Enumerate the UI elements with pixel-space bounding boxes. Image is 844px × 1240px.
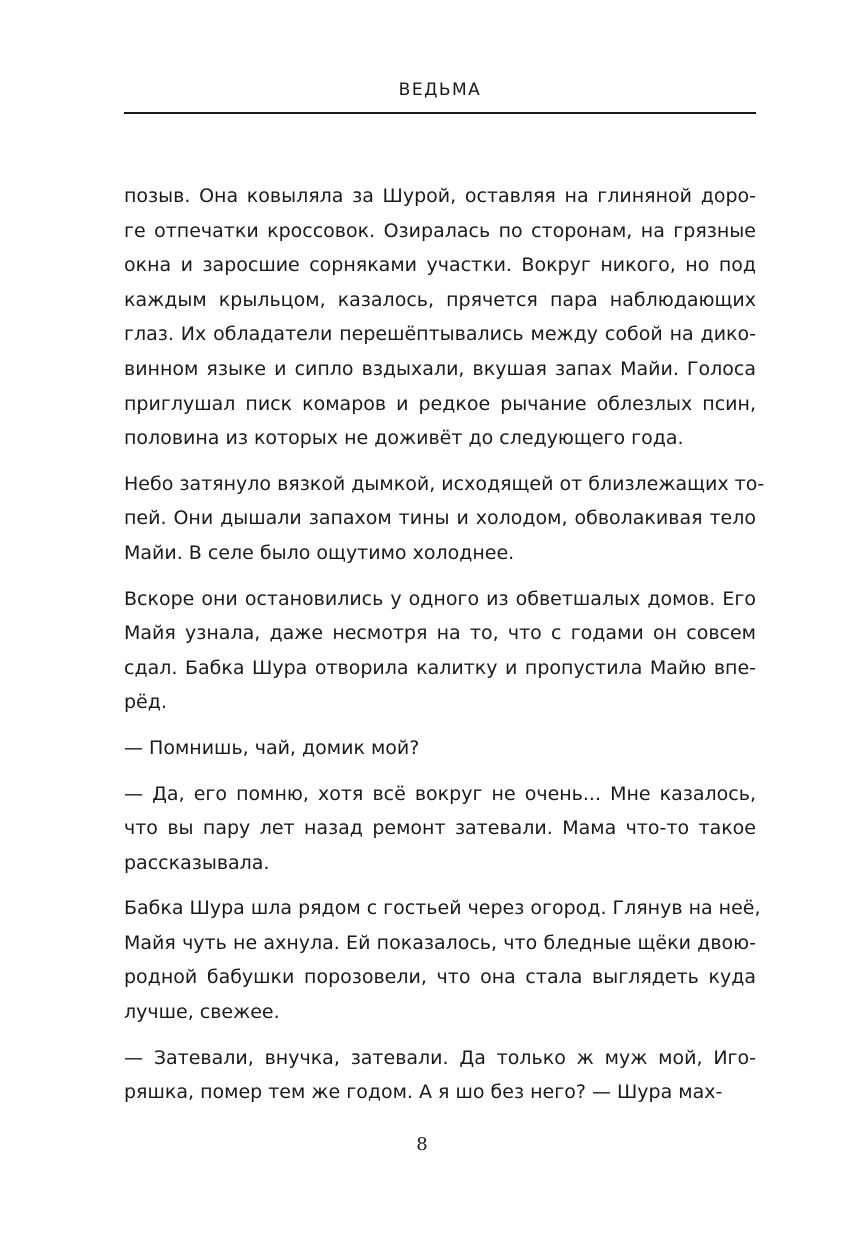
body-text: [124, 179, 765, 1110]
text-line: пей. Они дышали запахом тины и холодом, обволакивая тело: [124, 507, 756, 530]
text-line: — Да, его помню, хотя всё вокруг не очень... Мне казалось,: [124, 782, 756, 805]
paragraph: [124, 1041, 756, 1110]
text-line: сдал. Бабка Шура отворила калитку и пропустила Майю впе-: [124, 656, 756, 679]
text-line: ряшка, помер тем же годом. А я шо без него? — Шура мах-: [124, 1081, 723, 1104]
paragraph: [124, 777, 756, 881]
page-number: 8: [416, 1134, 428, 1155]
text-line: половина из которых не доживёт до следующего года.: [124, 427, 684, 450]
text-line: — Помнишь, чай, домик мой?: [124, 736, 420, 759]
text-line: ге отпечатки кроссовок. Озиралась по сторонам, на грязные: [124, 219, 756, 242]
text-line: Вскоре они остановились у одного из обветшалых домов. Его: [124, 587, 756, 610]
text-line: окна и заросшие сорняками участки. Вокруг никого, но под: [124, 254, 756, 277]
paragraph: [124, 179, 756, 456]
paragraph: [124, 731, 756, 766]
text-line: позыв. Она ковыляла за Шурой, оставляя на глиняной доро-: [124, 185, 756, 207]
text-line: рассказывала.: [124, 851, 270, 874]
text-line: Небо затянуло вязкой дымкой, исходящей от близлежащих то-: [124, 472, 765, 495]
paragraph: [124, 467, 765, 571]
text-line: что вы пару лет назад ремонт затевали. Мама что-то такое: [124, 817, 756, 840]
text-line: родной бабушки порозовели, что она стала выглядеть куда: [124, 966, 756, 989]
header-rule: [124, 112, 756, 114]
text-line: — Затевали, внучка, затевали. Да только ж муж мой, Иго-: [124, 1046, 756, 1069]
text-line: Майи. В селе было ощутимо холоднее.: [124, 541, 515, 564]
text-line: лучше, свежее.: [124, 1001, 280, 1024]
text-line: винном языке и сипло вздыхали, вкушая запах Майи. Голоса: [124, 357, 756, 380]
text-line: Майя чуть не ахнула. Ей показалось, что бледные щёки двою-: [124, 931, 756, 954]
text-line: глаз. Их обладатели перешёптывались между собой на дико-: [124, 323, 756, 346]
text-line: каждым крыльцом, казалось, прячется пара наблюдающих: [124, 288, 756, 311]
text-line: рёд.: [124, 691, 167, 714]
text-line: приглушал писк комаров и редкое рычание облезлых псин,: [124, 392, 756, 415]
text-line: Майя узнала, даже несмотря на то, что с годами он совсем: [124, 622, 756, 645]
text-line: Бабка Шура шла рядом с гостьей через огород. Глянув на неё,: [124, 897, 761, 920]
paragraph: [124, 582, 756, 720]
running-head-title: ВЕДЬМА: [398, 80, 482, 100]
paragraph: [124, 891, 761, 1029]
